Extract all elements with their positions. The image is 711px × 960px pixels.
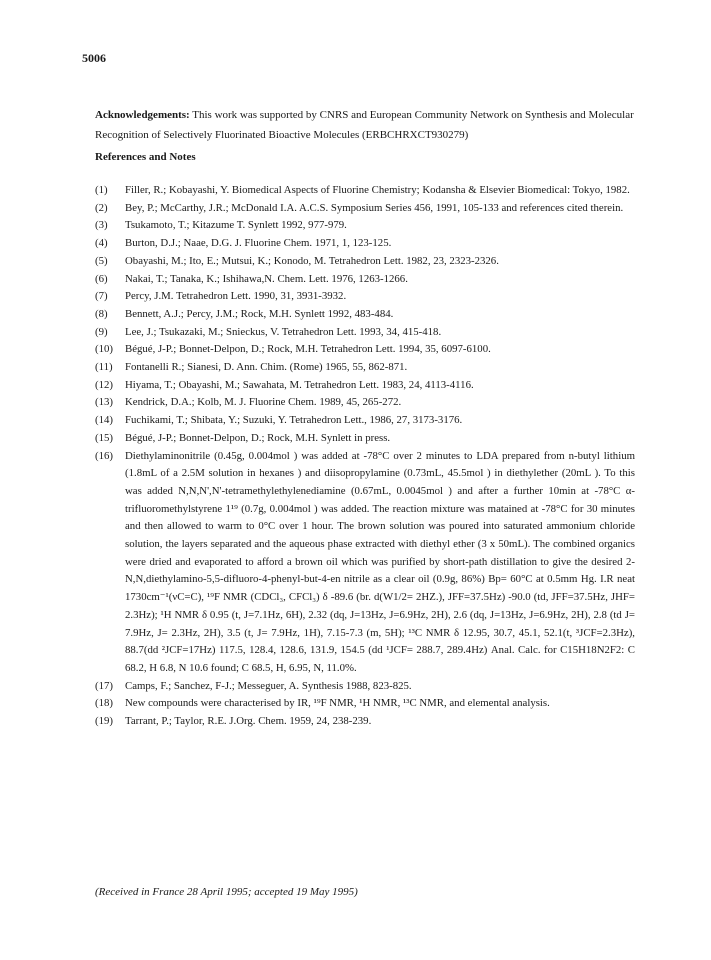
references-list — [95, 182, 635, 731]
reference-number: (5) — [95, 254, 108, 267]
acknowledgements-label: Acknowledgements: — [95, 109, 190, 121]
reference-item — [95, 271, 635, 289]
reference-number: (10) — [95, 343, 113, 356]
received-note: (Received in France 28 April 1995; accepted 19 May 1995) — [95, 886, 358, 898]
reference-text: Burton, D.J.; Naae, D.G. J. Fluorine Chem. 1971, 1, 123-125. — [125, 237, 392, 250]
reference-text: Fuchikami, T.; Shibata, Y.; Suzuki, Y. Tetrahedron Lett., 1986, 27, 3173-3176. — [125, 414, 463, 427]
reference-number: (19) — [95, 715, 113, 728]
reference-item — [95, 341, 635, 359]
reference-number: (11) — [95, 361, 113, 374]
reference-text: Nakai, T.; Tanaka, K.; Ishihawa,N. Chem. Lett. 1976, 1263-1266. — [125, 272, 408, 285]
reference-text: Camps, F.; Sanchez, F-J.; Messeguer, A. Synthesis 1988, 823-825. — [125, 679, 412, 692]
reference-item — [95, 377, 635, 395]
reference-number: (15) — [95, 431, 113, 444]
reference-item — [95, 306, 635, 324]
reference-item — [95, 217, 635, 235]
reference-text: Lee, J.; Tsukazaki, M.; Snieckus, V. Tetrahedron Lett. 1993, 34, 415-418. — [125, 325, 442, 338]
reference-number: (18) — [95, 697, 113, 710]
reference-number: (16) — [95, 449, 113, 462]
acknowledgements — [95, 105, 635, 145]
reference-text: Tarrant, P.; Taylor, R.E. J.Org. Chem. 1959, 24, 238-239. — [125, 715, 372, 728]
reference-number: (14) — [95, 414, 113, 427]
reference-item — [95, 288, 635, 306]
reference-item — [95, 713, 635, 731]
reference-number: (3) — [95, 219, 108, 232]
reference-number: (9) — [95, 325, 108, 338]
reference-item — [95, 253, 635, 271]
reference-text: Bégué, J-P.; Bonnet-Delpon, D.; Rock, M.H. Tetrahedron Lett. 1994, 35, 6097-6100. — [125, 343, 491, 356]
reference-number: (1) — [95, 184, 108, 196]
reference-text: Bégué, J-P.; Bonnet-Delpon, D.; Rock, M.H. Synlett in press. — [125, 431, 391, 444]
reference-item — [95, 235, 635, 253]
reference-item — [95, 182, 635, 200]
reference-item — [95, 359, 635, 377]
reference-item — [95, 394, 635, 412]
reference-item — [95, 448, 635, 678]
reference-text: Obayashi, M.; Ito, E.; Mutsui, K.; Konodo, M. Tetrahedron Lett. 1982, 23, 2323-2326. — [125, 254, 499, 267]
reference-text: Fontanelli R.; Sianesi, D. Ann. Chim. (Rome) 1965, 55, 862-871. — [125, 361, 408, 374]
reference-item — [95, 430, 635, 448]
references-heading: References and Notes — [95, 151, 196, 163]
reference-text: Hiyama, T.; Obayashi, M.; Sawahata, M. Tetrahedron Lett. 1983, 24, 4113-4116. — [125, 378, 474, 391]
reference-text: Percy, J.M. Tetrahedron Lett. 1990, 31, 3931-3932. — [125, 290, 347, 303]
reference-text: Bey, P.; McCarthy, J.R.; McDonald I.A. A.C.S. Symposium Series 456, 1991, 105-133 and references cited therein. — [125, 201, 624, 214]
reference-number: (7) — [95, 290, 108, 303]
reference-text: Bennett, A.J.; Percy, J.M.; Rock, M.H. Synlett 1992, 483-484. — [125, 307, 394, 320]
reference-number: (4) — [95, 237, 108, 250]
reference-text: Filler, R.; Kobayashi, Y. Biomedical Aspects of Fluorine Chemistry; Kodansha & Elsevier Biomedical: Tokyo, 1982. — [125, 184, 630, 196]
reference-text: Tsukamoto, T.; Kitazume T. Synlett 1992, 977-979. — [125, 219, 347, 232]
reference-number: (17) — [95, 679, 113, 692]
reference-text: New compounds were characterised by IR, ¹⁹F NMR, ¹H NMR, ¹³C NMR, and elemental analysis. — [125, 697, 550, 710]
page-number: 5006 — [82, 51, 106, 65]
reference-item — [95, 200, 635, 218]
reference-item — [95, 324, 635, 342]
reference-number: (8) — [95, 307, 108, 320]
reference-text: Diethylaminonitrile (0.45g, 0.004mol ) was added at -78°C over 2 minutes to LDA prepared from n-butyl lithium (1.8mL of a 2.5M solution in hexanes ) and diisopropylamine (0.73mL, 45.5mol ) in diethylether (20mL ). To this was added N,N,N',N'-tetramethylethylenediamine (0.67mL, 0.0045mol ) and after a further 10min at -78°C α-trifluoromethylstyrene 1¹⁹ (0.7g, 0.004mol ) was added. The reaction mixture was matained at -78°C for 30 minutes and then allowed to warm to 0°C over 1 hour. The brown solution was poured into saturated ammonium chloride solution, the layers separated and the aqueous phase extracted with diethyl ether (3 x 50mL). The combined organics were dried and evaporated to afford a brown oil which was purified by short-path distillation to give the desired 2-N,N,diethylamino-5,5-difluoro-4-phenyl-but-4-en nitrile as a clear oil (0.9g, 86%) Bp= 60°C at 0.5mm Hg. I.R neat 1730cm⁻¹(νC=C), ¹⁹F NMR (CDCl₃, CFCl₃) δ -89.6 (br. d(W1/2= 2HZ.), JFF=37.5Hz) -90.0 (td, JFF=37.5Hz, JHF= 2.3Hz); ¹H NMR δ 0.95 (t, J=7.1Hz, 6H), 2.32 (dq, J=13Hz, J=6.9Hz, 2H), 2.6 (dq, J=13Hz, J=6.9Hz, 2H), 2.8 (td J= 7.9Hz, J= 2.3Hz, 2H), 3.5 (t, J= 7.9Hz, 1H), 7.15-7.3 (m, 5H); ¹³C NMR δ 12.95, 30.7, 45.1, 52.1(t, ³JCF=2.3Hz), 88.7(dd ²JCF=17Hz) 117.5, 128.4, 128.6, 131.9, 154.5 (dd ¹JCF= 288.7, 289.4Hz) Anal. Calc. for C15H18N2F2: C 68.2, H 6.8, N 10.6 found; C 68.5, H, 6.95, N, 11.0%. — [125, 449, 635, 674]
reference-item — [95, 695, 635, 713]
reference-number: (2) — [95, 201, 108, 214]
reference-number: (6) — [95, 272, 108, 285]
reference-number: (13) — [95, 396, 113, 409]
reference-item — [95, 412, 635, 430]
acknowledgements-text: This work was supported by CNRS and European Community Network on Synthesis and Molecular Recognition of Selectively Fluorinated Bioactive Molecules (ERBCHRXCT930279) — [95, 109, 634, 141]
reference-number: (12) — [95, 378, 113, 391]
reference-text: Kendrick, D.A.; Kolb, M. J. Fluorine Chem. 1989, 45, 265-272. — [125, 396, 402, 409]
reference-item — [95, 678, 635, 696]
